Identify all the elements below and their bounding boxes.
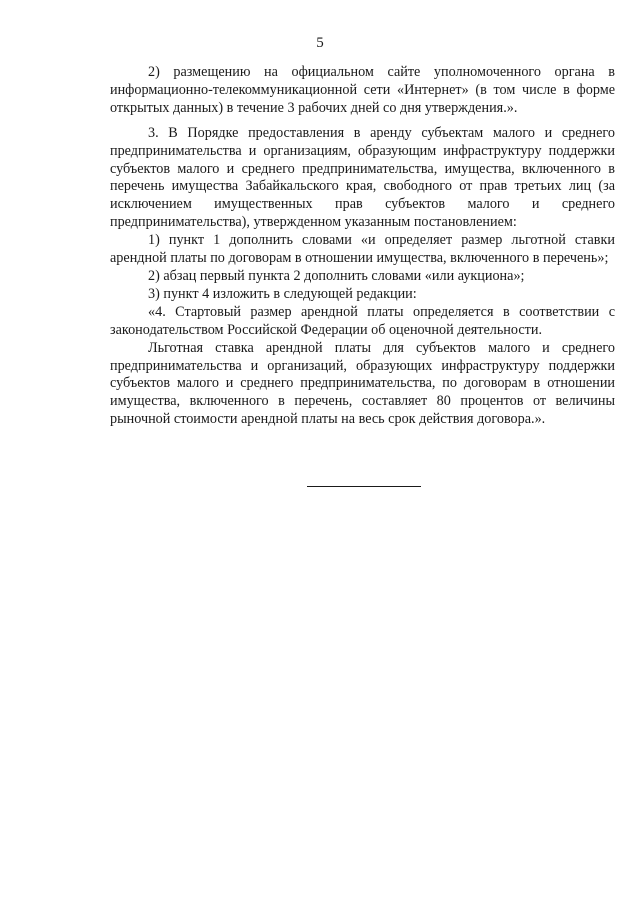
paragraph-preferential-rate: Льготная ставка арендной платы для субъектов малого и среднего предпринимательства и организаций, образующих инфраструктуру поддержки субъектов малого и среднего предпринимательства, по договорам в отношении имущества, включенного в перечень, составляет 80 процентов от величины рыночной стоимости арендной платы на весь срок действия договора.».: [110, 339, 615, 428]
paragraph-publication: 2) размещению на официальном сайте уполномоченного органа в информационно-телекоммуникационной сети «Интернет» (в том числе в форме открытых данных) в течение 3 рабочих дней со дня утверждения.».: [110, 64, 615, 116]
paragraph-item-2: 2) абзац первый пункта 2 дополнить словами «или аукциона»;: [148, 267, 525, 284]
paragraph-point-4-start-rate: «4. Стартовый размер арендной платы определяется в соответствии с законодательством Российской Федерации об оценочной деятельности.: [110, 303, 615, 338]
end-separator-line: [307, 486, 421, 487]
page-number: 5: [316, 35, 324, 51]
paragraph-item-1: 1) пункт 1 дополнить словами «и определяет размер льготной ставки арендной платы по договорам в отношении имущества, включенного в перечень»;: [110, 232, 615, 267]
paragraph-order-amendment: 3. В Порядке предоставления в аренду субъектам малого и среднего предпринимательства и организациям, образующим инфраструктуру поддержки субъектов малого и среднего предпринимательства, имущества, включенного в перечень имущества Забайкальского края, свободного от прав третьих лиц (за исключением имущественных прав субъектов малого и среднего предпринимательства), утвержденном указанным постановлением:: [110, 124, 615, 231]
document-body: [110, 64, 615, 429]
paragraph-item-3: 3) пункт 4 изложить в следующей редакции:: [148, 285, 417, 302]
